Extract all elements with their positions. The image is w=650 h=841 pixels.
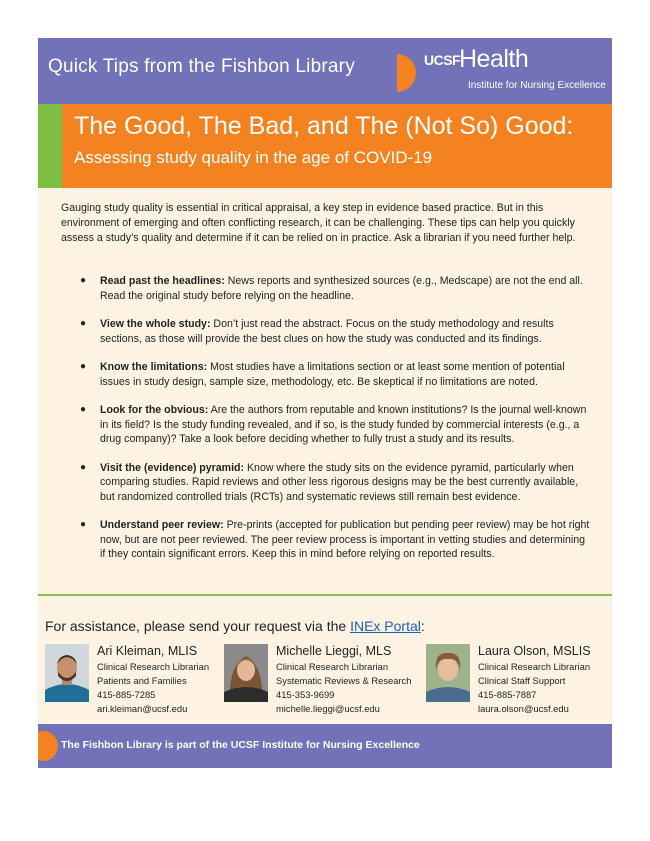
tip-heading: Read past the headlines: <box>100 275 225 287</box>
tip-text: Most studies have a limitations section or at least some mention of potential issues in study design, sample size, methodology, etc. Be skeptical if no limitations are noted. <box>100 361 565 388</box>
ucsf-logo-word: Health <box>459 45 529 73</box>
tip-item <box>80 403 592 447</box>
assistance-prefix: For assistance, please send your request via the <box>45 618 351 634</box>
bullet-icon: ● <box>80 275 87 286</box>
tip-text: Don’t just read the abstract. Focus on the study methodology and results sections, as those will provide the best clues on how the study was conducted and its findings. <box>100 318 554 345</box>
contact-name: Michelle Lieggi, MLS <box>276 644 392 658</box>
footer-circle-icon <box>38 731 58 761</box>
footer-text: The Fishbon Library is part of the UCSF Institute for Nursing Excellence <box>61 739 420 751</box>
section-divider <box>38 594 612 596</box>
intro-paragraph: Gauging study quality is essential in critical appraisal, a key step in evidence based practice. But in this environment of emerging and often conflicting research, it can be challenging. These tips can help you quickly assess a study’s quality and determine if it can be relied on in practice. Ask a librarian if you need further help. <box>61 202 576 244</box>
tip-heading: View the whole study: <box>100 318 211 330</box>
ucsf-logo-subtitle: Institute for Nursing Excellence <box>468 80 606 91</box>
ucsf-logo-half-circle-icon <box>397 54 416 92</box>
header-title: Quick Tips from the Fishbon Library <box>48 56 355 77</box>
tip-item <box>80 518 592 562</box>
bullet-icon: ● <box>80 404 87 415</box>
footer-band <box>38 724 612 768</box>
tip-item <box>80 461 592 505</box>
contact-email: laura.olson@ucsf.edu <box>478 703 569 714</box>
tip-text: News reports and synthesized sources (e.g., Medscape) are not the end all. Read the original study before relying on the headline. <box>100 275 583 302</box>
tip-item <box>80 317 592 346</box>
title-accent-bar <box>38 104 62 188</box>
avatar-photo <box>224 644 268 702</box>
tip-heading: Visit the (evidence) pyramid: <box>100 461 245 474</box>
tip-text: Are the authors from reputable and known institutions? Is the journal well-known in its field? Is the study funding revealed, and if so, is the study funded by commercial interests (e.g., a drug company)? Take a look before deciding whether to fully trust a study and its results. <box>100 404 587 445</box>
header-band <box>38 38 612 104</box>
title-band <box>62 104 612 188</box>
page-title: The Good, The Bad, and The (Not So) Good: <box>74 112 574 140</box>
contact-name: Laura Olson, MSLIS <box>478 644 591 658</box>
contact-phone: 415-885-7285 <box>97 689 156 700</box>
page-subtitle: Assessing study quality in the age of COVID-19 <box>74 148 433 167</box>
contact-phone: 415-353-9699 <box>276 689 335 700</box>
flyer-page <box>38 38 612 768</box>
tip-heading: Look for the obvious: <box>100 404 209 416</box>
ucsf-logo-mark: UCSF <box>424 52 461 68</box>
contact-role: Clinical Research Librarian <box>97 661 210 672</box>
contact-focus: Systematic Reviews & Research <box>276 675 412 686</box>
tip-item <box>80 360 592 389</box>
avatar-photo <box>45 644 89 702</box>
bullet-icon: ● <box>80 461 87 473</box>
bullet-icon: ● <box>80 361 87 372</box>
inex-portal-link[interactable]: INEx Portal <box>350 618 421 634</box>
contact-focus: Clinical Staff Support <box>478 675 566 686</box>
contact-focus: Patients and Families <box>97 675 187 686</box>
tip-text: Know where the study sits on the evidence pyramid, particularly when comparing studies. Rapid reviews and other less rigorous designs may be the best currently available, but randomized controlled trials (RCTs) and systematic reviews still remain best evidence. <box>100 461 579 503</box>
tip-item <box>80 274 592 303</box>
assistance-line <box>45 618 425 634</box>
contact-phone: 415-885-7887 <box>478 689 537 700</box>
contact-role: Clinical Research Librarian <box>478 661 591 672</box>
tip-text: Pre-prints (accepted for publication but pending peer review) may be hot right now, but are not peer reviewed. The peer review process is important in vetting studies and determining if they contain significant errors. Keep this in mind before relying on reported results. <box>100 519 590 560</box>
bullet-icon: ● <box>80 519 87 530</box>
contact-email: ari.kleiman@ucsf.edu <box>97 703 188 714</box>
tip-heading: Understand peer review: <box>100 519 224 531</box>
bullet-icon: ● <box>80 318 87 329</box>
avatar-photo <box>426 644 470 702</box>
assistance-suffix: : <box>420 618 425 634</box>
tip-heading: Know the limitations: <box>100 361 208 373</box>
tips-list <box>80 274 592 576</box>
contact-role: Clinical Research Librarian <box>276 661 389 672</box>
contact-name: Ari Kleiman, MLIS <box>97 644 198 658</box>
contact-email: michelle.lieggi@ucsf.edu <box>276 703 380 714</box>
